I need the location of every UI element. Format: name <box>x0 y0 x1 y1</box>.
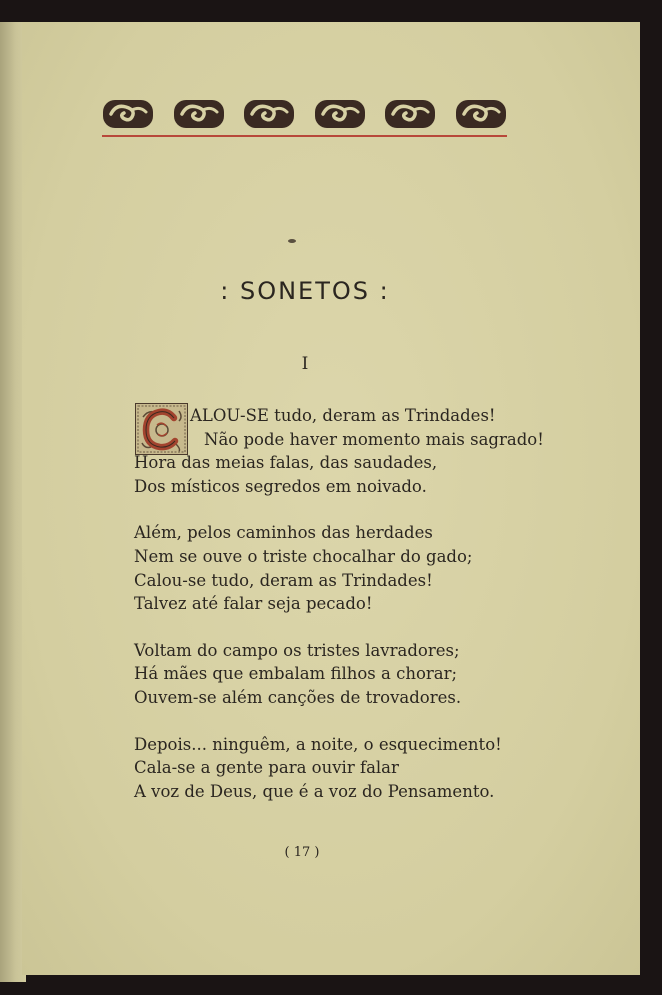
poem-line: ALOU-SE tudo, deram as Trindades! <box>190 406 496 425</box>
poem-line: Há mães que embalam filhos a chorar; <box>134 664 458 684</box>
scroll-wave-icon <box>102 98 154 130</box>
poem-line: Voltam do campo os tristes lavradores; <box>134 640 460 660</box>
sonnet-text <box>134 404 544 803</box>
poem-line: Talvez até falar seja pecado! <box>134 594 373 614</box>
scroll-wave-icon <box>173 98 225 130</box>
poem-line: Ouvem-se além canções de trovadores. <box>134 687 462 707</box>
poem-line: Nem se ouve o triste chocalhar do gado; <box>134 546 473 566</box>
section-title: : SONETOS : <box>220 277 390 305</box>
red-divider-rule <box>102 135 507 137</box>
poem-line: Depois... ninguêm, a noite, o esquecimento! <box>134 734 502 754</box>
poem-line: Hora das meias falas, das saudades, <box>134 453 438 473</box>
poem-line: Além, pelos caminhos das herdades <box>134 523 433 543</box>
ink-speck <box>287 238 297 244</box>
scroll-wave-icon <box>314 98 366 130</box>
poem-line: A voz de Deus, que é a voz do Pensamento. <box>134 781 495 801</box>
poem-line: Calou-se tudo, deram as Trindades! <box>134 570 433 590</box>
poem-line: Não pode haver momento mais sagrado! <box>204 429 544 449</box>
poem-line: Dos místicos segredos em noivado. <box>134 476 427 496</box>
scroll-wave-icon <box>384 98 436 130</box>
scroll-wave-icon <box>243 98 295 130</box>
header-ornament-band <box>102 98 507 132</box>
sonnet-numeral: I <box>301 354 309 374</box>
page-number: ( 17 ) <box>284 845 320 860</box>
scroll-wave-icon <box>455 98 507 130</box>
poem-line: Cala-se a gente para ouvir falar <box>134 758 399 778</box>
